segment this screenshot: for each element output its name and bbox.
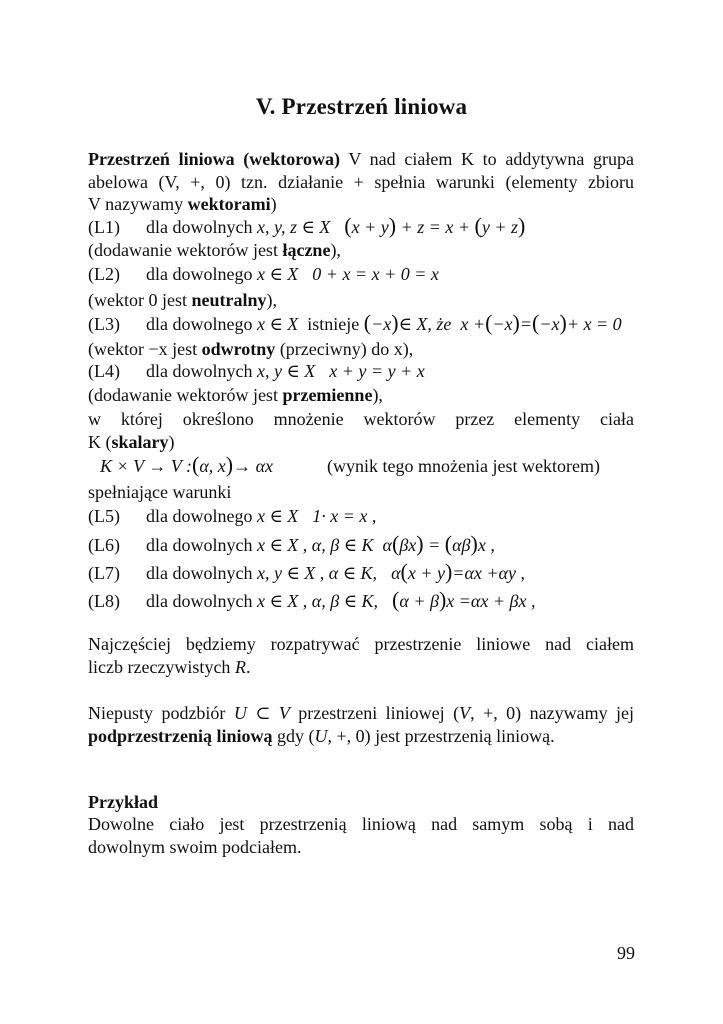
axiom-vars: x ∈ X , α, β ∈ K <box>256 535 374 555</box>
term-neutral: neutralny <box>191 290 267 310</box>
axiom-text: dla dowolnego <box>146 506 253 526</box>
axiom-vars: x ∈ X <box>256 314 299 334</box>
axiom-text: dla dowolnych <box>146 591 253 611</box>
axiom-vars: x, y ∈ X <box>256 361 316 381</box>
scalar-map <box>100 454 600 477</box>
example-line-2: dowolnym swoim podciałem. <box>88 837 302 857</box>
axiom-label: (L1) <box>88 217 120 237</box>
term-subspace: podprzestrzenią liniową <box>88 726 273 746</box>
term-associative: łączne <box>282 240 331 260</box>
axiom-l3 <box>88 312 622 335</box>
axiom-l1 <box>88 215 525 238</box>
page-title: V. Przestrzeń liniowa <box>255 94 468 119</box>
axiom-text: dla dowolnych <box>146 361 253 381</box>
paragraph-real-numbers-line-1: Najczęściej będziemy rozpatrywać przestrzenie liniowe nad ciałem <box>88 634 634 654</box>
axiom-formula: (x + y) + z = x + (y + z) <box>344 213 526 238</box>
definition-line-1 <box>88 148 634 170</box>
paragraph-subspace-line-2: podprzestrzenią liniową gdy (U, +, 0) jest przestrzenią liniową. <box>88 726 555 746</box>
example-heading: Przykład <box>88 792 158 812</box>
axiom-formula: 1· x = x , <box>312 506 377 526</box>
axiom-l7 <box>88 561 525 584</box>
axiom-vars: x ∈ X <box>256 506 299 526</box>
paragraph-subspace-line-1: Niepusty podzbiór U ⊂ V przestrzeni liniowej (V, +, 0) nazywamy jej <box>88 703 635 723</box>
axiom-text: dla dowolnego <box>146 264 253 284</box>
definition-line-2: abelowa (V, +, 0) tzn. działanie + spełnia warunki (elementy zbioru <box>88 172 634 192</box>
axiom-vars: x ∈ X , α, β ∈ K, <box>256 591 379 611</box>
axiom-label: (L4) <box>88 361 120 381</box>
axiom-text: dla dowolnych <box>146 217 253 237</box>
axiom-label: (L8) <box>88 591 120 611</box>
map-formula: K × V → V :(α, x)→ αx <box>100 452 274 477</box>
axiom-vars: x, y, z ∈ X <box>256 217 331 237</box>
axiom-vars: x ∈ X <box>256 264 299 284</box>
note-l2: (wektor 0 jest neutralny), <box>88 290 277 310</box>
conditions-intro: spełniające warunki <box>88 482 232 502</box>
definition-text: V nazywamy <box>88 194 188 214</box>
axiom-text: dla dowolnego <box>146 314 253 334</box>
axiom-formula: 0 + x = x + 0 = x <box>312 264 439 284</box>
axiom-text: istnieje <box>307 314 360 334</box>
term-vector-space: Przestrzeń liniowa (wektorowa) <box>88 149 340 169</box>
term-commutative: przemienne <box>282 385 373 405</box>
term-vectors: wektorami <box>187 194 271 214</box>
term-scalars: skalary <box>111 432 169 452</box>
axiom-l4 <box>88 360 425 382</box>
axiom-label: (L5) <box>88 506 120 526</box>
axiom-formula: (α + β)x =αx + βx , <box>392 587 536 612</box>
axiom-label: (L6) <box>88 535 120 555</box>
note-l3: (wektor −x jest odwrotny (przeciwny) do x), <box>88 339 414 359</box>
axiom-l2 <box>88 263 439 285</box>
axiom-formula: α(x + y)=αx +αy , <box>391 559 525 584</box>
axiom-label: (L3) <box>88 314 120 334</box>
note-l4: (dodawanie wektorów jest przemienne), <box>88 385 383 405</box>
scalar-intro-line-2: K (skalary) <box>88 432 175 452</box>
definition-line-3 <box>88 193 277 215</box>
page-number: 99 <box>617 943 635 963</box>
paragraph-real-numbers-line-2: liczb rzeczywistych R. <box>88 657 251 677</box>
axiom-text: dla dowolnych <box>146 563 253 583</box>
term-inverse: odwrotny <box>201 339 276 359</box>
axiom-l5 <box>88 505 376 527</box>
axiom-formula: (−x)∈ X, że x +(−x)=(−x)+ x = 0 <box>363 310 622 335</box>
subset-formula: U ⊂ V <box>233 703 290 723</box>
axiom-formula: x + y = y + x <box>329 361 425 381</box>
axiom-vars: x, y ∈ X , α ∈ K, <box>256 563 378 583</box>
axiom-formula: α(βx) = (αβ)x , <box>382 531 495 556</box>
definition-text: V nad ciałem K to addytywna grupa <box>339 149 634 169</box>
axiom-text: dla dowolnych <box>146 535 253 555</box>
axiom-l6 <box>88 533 495 556</box>
scalar-intro-line-1: w której określono mnożenie wektorów przez elementy ciała <box>88 409 634 429</box>
example-line-1: Dowolne ciało jest przestrzenią liniową nad samym sobą i nad <box>88 814 634 834</box>
axiom-l8 <box>88 589 535 612</box>
note-l1: (dodawanie wektorów jest łączne), <box>88 240 341 260</box>
axiom-label: (L2) <box>88 264 120 284</box>
definition-text: ) <box>270 194 277 214</box>
axiom-label: (L7) <box>88 563 120 583</box>
map-note: (wynik tego mnożenia jest wektorem) <box>327 456 600 476</box>
